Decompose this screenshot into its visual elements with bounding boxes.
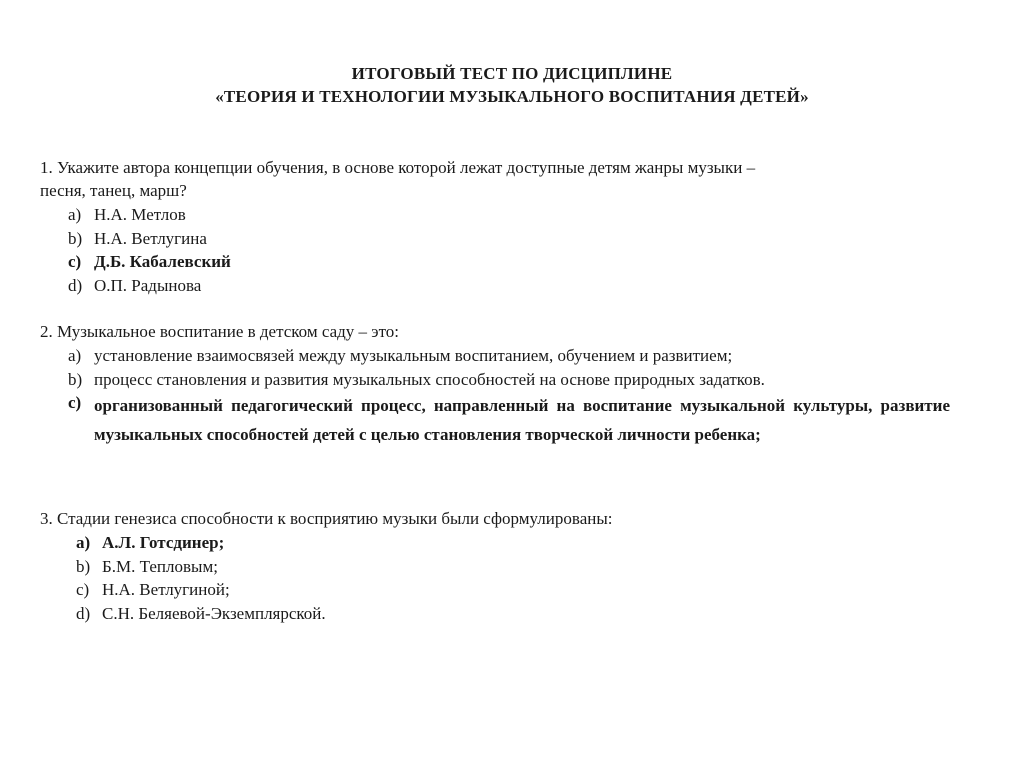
option-text: Н.А. Метлов — [94, 205, 186, 224]
option-letter: b) — [76, 556, 91, 576]
option-text: организованный педагогический процесс, направленный на воспитание музыкальной культуры, развитие музыкальных способностей детей с целью становления творческой личности ребенка; — [94, 396, 950, 444]
option-text: процесс становления и развития музыкальных способностей на основе природных задатков. — [94, 369, 765, 389]
question-2-option-b — [40, 368, 950, 392]
question-1-option-c-correct — [40, 250, 950, 274]
question-3-option-b — [40, 555, 950, 579]
question-1-text — [40, 156, 950, 202]
option-letter: d) — [76, 603, 91, 623]
option-text: Н.А. Ветлугиной; — [102, 580, 230, 599]
question-1-text-line-2: песня, танец, марш? — [40, 181, 187, 200]
question-3-text: 3. Стадии генезиса способности к восприятию музыки были сформулированы: — [40, 509, 613, 528]
question-3-option-a-correct — [40, 531, 950, 555]
option-text: С.Н. Беляевой-Экземплярской. — [102, 603, 326, 623]
option-letter: c) — [68, 393, 82, 412]
option-text: Н.А. Ветлугина — [94, 228, 207, 248]
option-letter: a) — [68, 346, 82, 365]
question-3 — [40, 507, 950, 625]
option-letter: b) — [68, 369, 83, 389]
option-letter: a) — [68, 205, 82, 224]
question-2-options — [40, 344, 950, 449]
question-2 — [40, 320, 950, 449]
option-letter: c) — [76, 580, 90, 599]
option-text: Д.Б. Кабалевский — [94, 252, 231, 271]
question-3-option-d — [40, 602, 950, 626]
option-text: А.Л. Готсдинер; — [102, 533, 225, 552]
option-letter: a) — [76, 533, 91, 552]
title-line-1: ИТОГОВЫЙ ТЕСТ ПО ДИСЦИПЛИНЕ — [351, 64, 673, 83]
option-text: Б.М. Тепловым; — [102, 556, 218, 576]
title-line-2: «ТЕОРИЯ И ТЕХНОЛОГИИ МУЗЫКАЛЬНОГО ВОСПИТАНИЯ ДЕТЕЙ» — [215, 87, 809, 106]
question-2-option-a — [40, 344, 950, 368]
question-2-text: 2. Музыкальное воспитание в детском саду – это: — [40, 322, 400, 341]
question-1-option-b — [40, 227, 950, 251]
question-1-options — [40, 203, 950, 297]
question-1-text-line-1: 1. Укажите автора концепции обучения, в основе которой лежат доступные детям жанры музыки – — [40, 158, 756, 177]
question-1-option-a — [40, 203, 950, 227]
question-3-option-c — [40, 578, 950, 602]
question-3-options — [40, 531, 950, 625]
option-text: установление взаимосвязей между музыкальным воспитанием, обучением и развитием; — [94, 346, 733, 365]
option-text: О.П. Радынова — [94, 275, 202, 295]
question-2-option-c-correct — [40, 391, 950, 449]
option-letter: b) — [68, 228, 83, 248]
option-letter: c) — [68, 252, 82, 271]
question-1-option-d — [40, 274, 950, 298]
page-title — [0, 62, 1024, 108]
option-letter: d) — [68, 275, 83, 295]
question-1 — [40, 156, 950, 297]
